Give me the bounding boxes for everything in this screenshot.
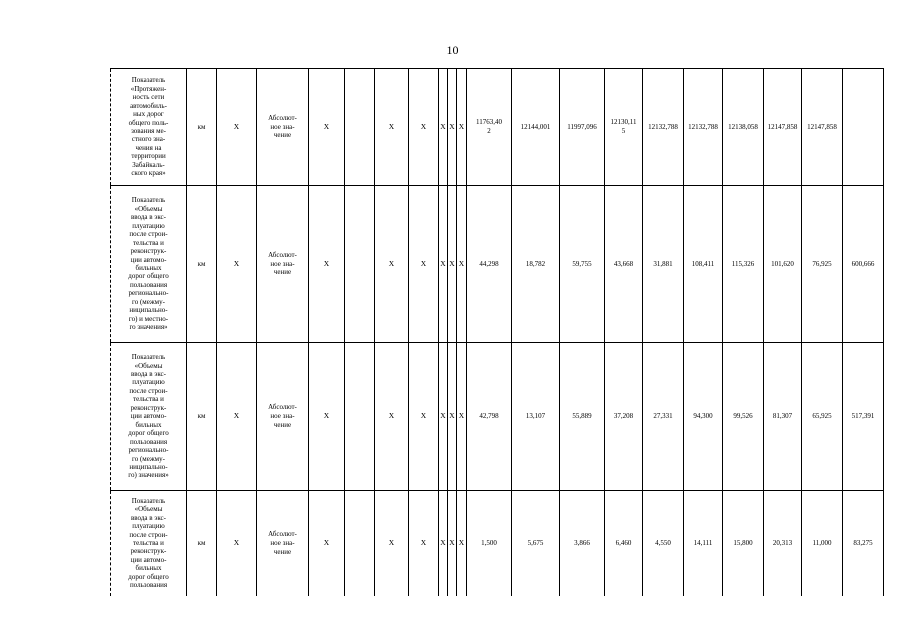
indicator-cell: Показатель «Объемы ввода в экс- плуатацию после строи- тельства и реконструк- ции автомо- бильных дорог общего пользования [111,491,187,596]
value-cell: 5,675 [512,491,560,596]
value-cell: 6,460 [605,491,643,596]
value-cell: 4,550 [643,491,684,596]
value-cell: 12147,858 [802,69,843,186]
value-cell: 42,798 [467,343,512,491]
value-cell: 115,326 [723,186,764,343]
mark-cell: X [309,186,345,343]
mark-cell: X [309,69,345,186]
value-cell: 99,526 [723,343,764,491]
mark-cell: X [439,343,448,491]
mark-cell: X [409,186,439,343]
value-cell: 12130,11 5 [605,69,643,186]
value-cell: 101,620 [764,186,802,343]
table-row [111,186,884,343]
mark-cell: X [409,491,439,596]
mark-cell: X [448,343,457,491]
value-cell: 76,925 [802,186,843,343]
value-cell: 13,107 [512,343,560,491]
value-cell: 3,866 [560,491,605,596]
table-row [111,343,884,491]
mark-cell: X [409,69,439,186]
value-cell: 12132,788 [643,69,684,186]
unit-cell: км [187,69,217,186]
value-cell: 12132,788 [684,69,723,186]
value-type-cell: Абсолют- ное зна- чение [257,69,309,186]
mark-cell: X [448,69,457,186]
table-row [111,69,884,186]
mark-cell: X [457,186,467,343]
unit-cell: км [187,343,217,491]
value-cell: 43,668 [605,186,643,343]
unit-cell: км [187,186,217,343]
mark-cell: X [448,491,457,596]
value-cell: 14,111 [684,491,723,596]
indicator-cell: Показатель «Объемы ввода в экс- плуатацию после строи- тельства и реконструк- ции автомо- бильных дорог общего пользования регионально- го (межму- ниципально- го) значения» [111,343,187,491]
value-cell: 600,666 [843,186,884,343]
mark-cell: X [217,343,257,491]
mark-cell: X [457,491,467,596]
value-cell: 55,889 [560,343,605,491]
value-cell: 11763,40 2 [467,69,512,186]
table-body [111,69,884,596]
unit-cell: км [187,491,217,596]
mark-cell: X [457,343,467,491]
value-cell: 65,925 [802,343,843,491]
value-cell: 12138,058 [723,69,764,186]
value-cell: 12144,001 [512,69,560,186]
empty-cell [345,491,375,596]
mark-cell: X [448,186,457,343]
empty-cell [345,186,375,343]
value-cell: 15,800 [723,491,764,596]
indicators-table [110,68,884,596]
value-cell: 12147,858 [764,69,802,186]
value-type-cell: Абсолют- ное зна- чение [257,343,309,491]
mark-cell: X [217,69,257,186]
mark-cell: X [375,186,409,343]
mark-cell: X [409,343,439,491]
mark-cell: X [217,186,257,343]
mark-cell: X [457,69,467,186]
value-cell: 37,208 [605,343,643,491]
value-cell: 81,307 [764,343,802,491]
table-row [111,491,884,596]
mark-cell: X [375,343,409,491]
value-cell: 83,275 [843,491,884,596]
value-cell [843,69,884,186]
value-cell: 1,500 [467,491,512,596]
value-type-cell: Абсолют- ное зна- чение [257,491,309,596]
mark-cell: X [309,343,345,491]
value-cell: 44,298 [467,186,512,343]
value-cell: 20,313 [764,491,802,596]
value-cell: 94,300 [684,343,723,491]
value-cell: 517,391 [843,343,884,491]
mark-cell: X [439,69,448,186]
page-number: 10 [446,43,459,57]
empty-cell [345,69,375,186]
value-cell: 27,331 [643,343,684,491]
value-cell: 31,881 [643,186,684,343]
indicator-cell: Показатель «Объемы ввода в экс- плуатацию после строи- тельства и реконструк- ции автомо- бильных дорог общего пользования регионально- го (межму- ниципально- го) и местно- го значения» [111,186,187,343]
mark-cell: X [217,491,257,596]
value-cell: 11,000 [802,491,843,596]
mark-cell: X [439,186,448,343]
value-cell: 59,755 [560,186,605,343]
mark-cell: X [309,491,345,596]
value-cell: 18,782 [512,186,560,343]
value-cell: 11997,096 [560,69,605,186]
mark-cell: X [375,491,409,596]
value-type-cell: Абсолют- ное зна- чение [257,186,309,343]
mark-cell: X [439,491,448,596]
value-cell: 108,411 [684,186,723,343]
indicator-cell: Показатель «Протяжен- ность сети автомобиль- ных дорог общего поль- зования ме- стного зна- чения на территории Забайкаль- ского края» [111,69,187,186]
mark-cell: X [375,69,409,186]
empty-cell [345,343,375,491]
